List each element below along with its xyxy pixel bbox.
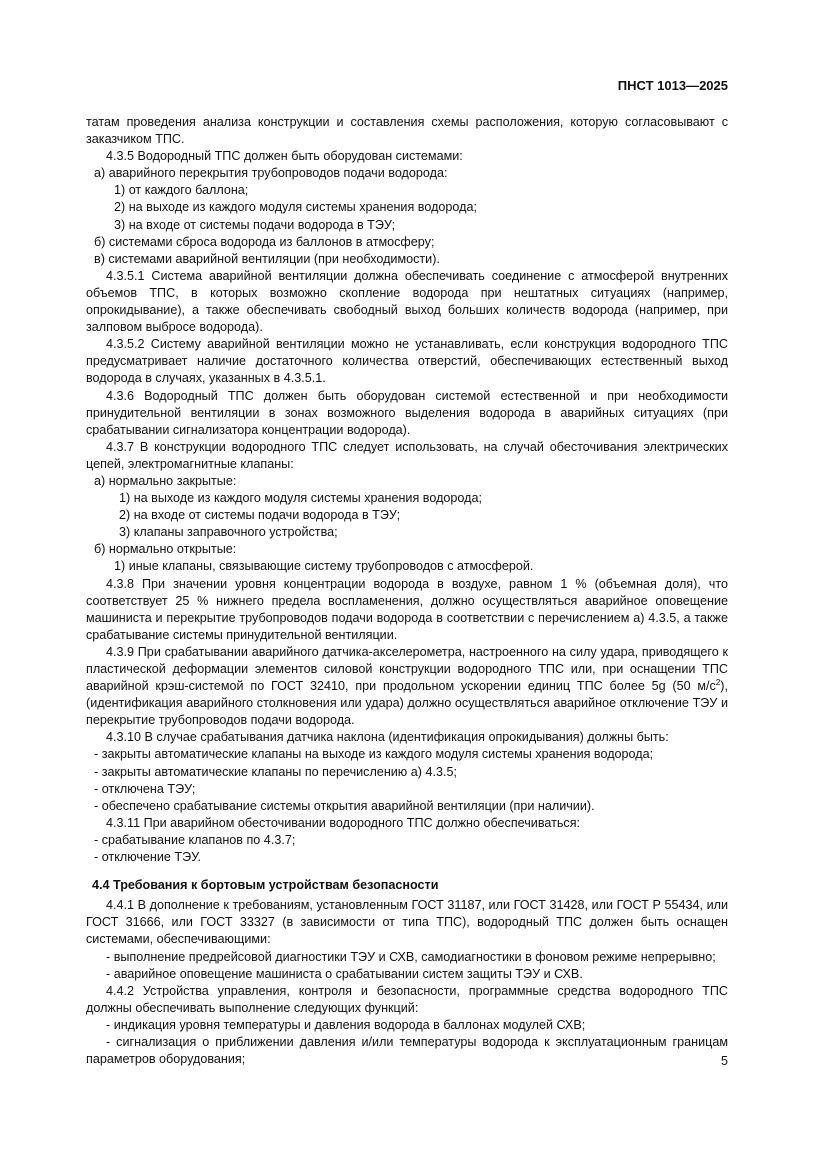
list-item: - отключена ТЭУ; [94,781,196,796]
list-item: - индикация уровня температуры и давления водорода в баллонах модулей СХВ; [106,1017,586,1032]
clause-4-4-1: 4.4.1 В дополнение к требованиям, установленным ГОСТ 31187, или ГОСТ 31428, или ГОСТ Р 55434, или ГОСТ 31666, или ГОСТ 33327 (в зависимости от типа ТПС), водородный ТПС должен быть оснащен системами, обеспечивающими: [86,898,728,947]
clause-text: 4.3.9 При срабатывании аварийного датчика-акселерометра, настроенного на силу удара, приводящего к пластической деформации элементов силовой конструкции водородного ТПС или, при оснащении ТПС аварийной крэш-системой по ГОСТ 32410, при продольном ускорении единиц ТПС более 5g (50 м/с [86,644,728,694]
clause-4-3-10: 4.3.10 В случае срабатывания датчика наклона (идентификация опрокидывания) должны быть: [106,730,669,745]
clause-4-3-6: 4.3.6 Водородный ТПС должен быть оборудован системой естественной и при необходимости принудительной вентиляции в зонах возможного выделения водорода в аварийных ситуациях (при срабатывании сигнализатора концентрации водорода). [86,388,728,437]
list-item: - закрыты автоматические клапаны по перечислению а) 4.3.5; [94,764,457,779]
list-item: 1) на выходе из каждого модуля системы хранения водорода; [119,491,482,506]
list-item: 3) клапаны заправочного устройства; [119,525,338,540]
document-id-header: ПНСТ 1013—2025 [617,78,728,93]
list-item: б) системами сброса водорода из баллонов в атмосферу; [94,234,435,249]
list-item: в) системами аварийной вентиляции (при необходимости). [94,251,440,266]
clause-4-3-5: 4.3.5 Водородный ТПС должен быть оборудован системами: [106,149,463,164]
list-item: 1) иные клапаны, связывающие систему трубопроводов с атмосферой. [114,559,534,574]
clause-4-3-11: 4.3.11 При аварийном обесточивании водородного ТПС должно обеспечиваться: [106,815,581,830]
list-item: 2) на входе от системы подачи водорода в ТЭУ; [119,508,401,523]
list-item: - закрыты автоматические клапаны на выходе из каждого модуля системы хранения водорода; [94,747,654,762]
list-item: - отключение ТЭУ. [94,850,201,865]
list-item: 3) на входе от системы подачи водорода в ТЭУ; [114,217,396,232]
clause-text: ), (идентификация аварийного столкновения или удара) должно осуществляться аварийное отключение ТЭУ и перекрытие трубопроводов подачи водорода. [86,679,728,728]
paragraph: татам проведения анализа конструкции и составления схемы расположения, которую согласовывают с заказчиком ТПС. [86,115,728,147]
clause-4-3-8: 4.3.8 При значении уровня концентрации водорода в воздухе, равном 1 % (объемная доля), что соответствует 25 % нижнего предела воспламенения, должно осуществляться аварийное оповещение машиниста и перекрытие трубопроводов подачи водорода в соответствии с перечислением а) 4.3.5, а также срабатывание системы принудительной вентиляции. [86,576,728,642]
list-item: - срабатывание клапанов по 4.3.7; [94,832,296,847]
clause-4-4-2: 4.4.2 Устройства управления, контроля и безопасности, программные средства водородного ТПС должны обеспечивать выполнение следующих функций: [86,983,728,1015]
clause-4-3-7: 4.3.7 В конструкции водородного ТПС следует использовать, на случай обесточивания электрических цепей, электромагнитные клапаны: [86,439,728,471]
list-item: 2) на выходе из каждого модуля системы хранения водорода; [114,200,477,215]
page-body [86,114,728,1068]
page-number: 5 [720,1054,728,1068]
section-heading-4-4: 4.4 Требования к бортовым устройствам безопасности [92,878,439,893]
list-item: - обеспечено срабатывание системы открытия аварийной вентиляции (при наличии). [94,798,595,813]
clause-4-3-9 [86,644,728,729]
list-item: - сигнализация о приближении давления и/или температуры водорода к эксплуатационным границам параметров оборудования; [86,1034,728,1067]
clause-4-3-5-1: 4.3.5.1 Система аварийной вентиляции должна обеспечивать соединение с атмосферой внутренних объемов ТПС, в которых возможно скопление водорода при нештатных ситуациях (например, опрокидывание), а также обеспечивать свободный выход больших количеств водорода (например, при залповом выбросе водорода). [86,268,728,335]
list-item: - выполнение предрейсовой диагностики ТЭУ и СХВ, самодиагностики в фоновом режиме непрерывно; [106,949,716,964]
list-item: б) нормально открытые: [94,542,237,557]
clause-4-3-5-2: 4.3.5.2 Систему аварийной вентиляции можно не устанавливать, если конструкция водородного ТПС предусматривает наличие достаточного количества отверстий, обеспечивающих естественный выход водорода в случаях, указанных в 4.3.5.1. [86,337,728,386]
list-item: а) аварийного перекрытия трубопроводов подачи водорода: [94,166,448,181]
list-item: 1) от каждого баллона; [114,183,249,198]
list-item: - аварийное оповещение машиниста о срабатывании систем защиты ТЭУ и СХВ. [106,966,583,981]
superscript: 2 [715,677,721,687]
list-item: а) нормально закрытые: [94,473,237,488]
